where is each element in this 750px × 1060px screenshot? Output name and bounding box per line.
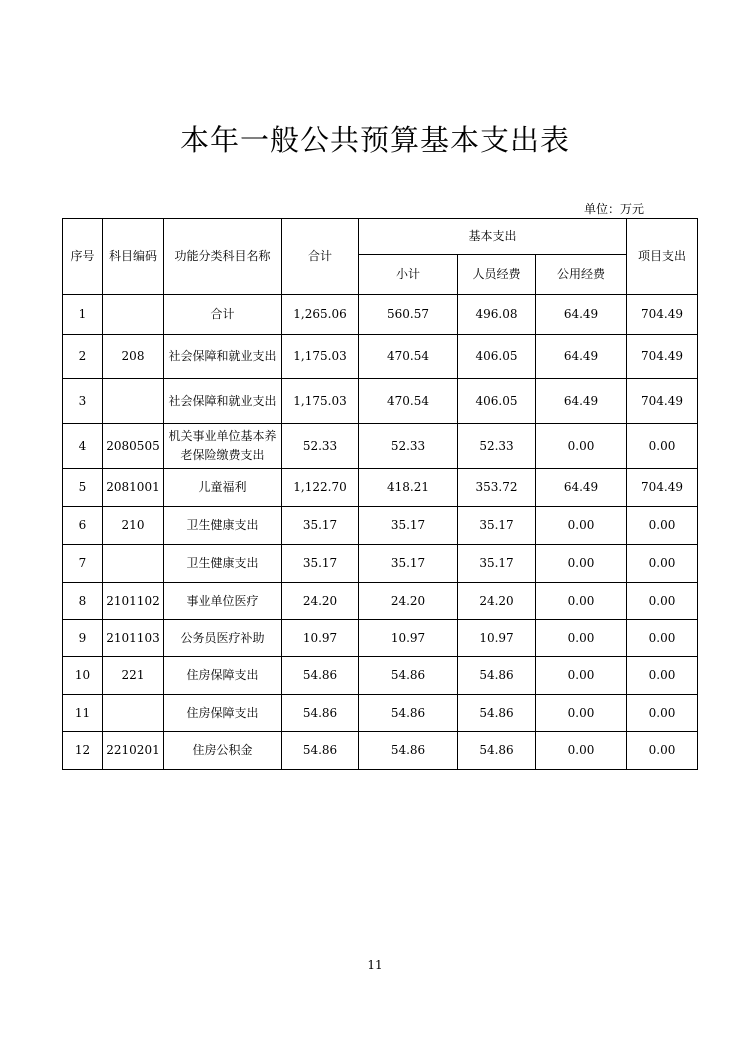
cell-name: 事业单位医疗 bbox=[164, 583, 282, 620]
cell-seq: 2 bbox=[63, 335, 103, 379]
cell-personnel: 10.97 bbox=[458, 620, 536, 657]
cell-name: 住房公积金 bbox=[164, 732, 282, 770]
cell-personnel: 24.20 bbox=[458, 583, 536, 620]
cell-subtotal: 418.21 bbox=[359, 469, 458, 507]
cell-name: 机关事业单位基本养老保险缴费支出 bbox=[164, 424, 282, 469]
table-row bbox=[63, 620, 698, 657]
cell-seq: 3 bbox=[63, 379, 103, 424]
cell-subtotal: 470.54 bbox=[359, 335, 458, 379]
cell-code bbox=[103, 695, 164, 732]
table-row bbox=[63, 657, 698, 695]
cell-public: 64.49 bbox=[536, 469, 627, 507]
cell-personnel: 35.17 bbox=[458, 545, 536, 583]
cell-public: 0.00 bbox=[536, 732, 627, 770]
cell-total: 54.86 bbox=[282, 732, 359, 770]
cell-total: 54.86 bbox=[282, 695, 359, 732]
cell-personnel: 54.86 bbox=[458, 732, 536, 770]
cell-name: 合计 bbox=[164, 295, 282, 335]
cell-code: 2101102 bbox=[103, 583, 164, 620]
cell-personnel: 54.86 bbox=[458, 657, 536, 695]
cell-project: 0.00 bbox=[627, 424, 698, 469]
cell-seq: 6 bbox=[63, 507, 103, 545]
cell-public: 64.49 bbox=[536, 379, 627, 424]
table-row bbox=[63, 295, 698, 335]
cell-total: 1,175.03 bbox=[282, 379, 359, 424]
cell-total: 24.20 bbox=[282, 583, 359, 620]
cell-total: 1,175.03 bbox=[282, 335, 359, 379]
cell-public: 0.00 bbox=[536, 424, 627, 469]
cell-project: 0.00 bbox=[627, 545, 698, 583]
cell-seq: 11 bbox=[63, 695, 103, 732]
cell-subtotal: 54.86 bbox=[359, 732, 458, 770]
table-row bbox=[63, 469, 698, 507]
cell-project: 0.00 bbox=[627, 695, 698, 732]
table-row bbox=[63, 424, 698, 469]
table-body bbox=[63, 295, 698, 770]
cell-subtotal: 35.17 bbox=[359, 507, 458, 545]
table-row bbox=[63, 732, 698, 770]
cell-project: 704.49 bbox=[627, 295, 698, 335]
cell-public: 0.00 bbox=[536, 583, 627, 620]
table-row bbox=[63, 335, 698, 379]
cell-subtotal: 52.33 bbox=[359, 424, 458, 469]
header-seq: 序号 bbox=[63, 219, 103, 295]
cell-subtotal: 10.97 bbox=[359, 620, 458, 657]
cell-seq: 12 bbox=[63, 732, 103, 770]
cell-code: 208 bbox=[103, 335, 164, 379]
cell-name: 社会保障和就业支出 bbox=[164, 379, 282, 424]
header-basic: 基本支出 bbox=[359, 219, 627, 255]
table-row bbox=[63, 695, 698, 732]
cell-subtotal: 54.86 bbox=[359, 695, 458, 732]
cell-name: 住房保障支出 bbox=[164, 695, 282, 732]
header-row-top bbox=[63, 219, 698, 255]
cell-personnel: 406.05 bbox=[458, 379, 536, 424]
cell-seq: 1 bbox=[63, 295, 103, 335]
header-code: 科目编码 bbox=[103, 219, 164, 295]
cell-name: 住房保障支出 bbox=[164, 657, 282, 695]
table-row bbox=[63, 545, 698, 583]
header-total: 合计 bbox=[282, 219, 359, 295]
cell-code bbox=[103, 545, 164, 583]
cell-name: 社会保障和就业支出 bbox=[164, 335, 282, 379]
cell-project: 0.00 bbox=[627, 732, 698, 770]
cell-seq: 10 bbox=[63, 657, 103, 695]
header-name: 功能分类科目名称 bbox=[164, 219, 282, 295]
cell-subtotal: 470.54 bbox=[359, 379, 458, 424]
header-subtotal: 小计 bbox=[359, 255, 458, 295]
cell-seq: 4 bbox=[63, 424, 103, 469]
cell-code: 2081001 bbox=[103, 469, 164, 507]
cell-total: 35.17 bbox=[282, 545, 359, 583]
table-row bbox=[63, 379, 698, 424]
cell-subtotal: 560.57 bbox=[359, 295, 458, 335]
table-row bbox=[63, 507, 698, 545]
header-personnel: 人员经费 bbox=[458, 255, 536, 295]
cell-subtotal: 24.20 bbox=[359, 583, 458, 620]
cell-subtotal: 35.17 bbox=[359, 545, 458, 583]
cell-code: 2101103 bbox=[103, 620, 164, 657]
table-row bbox=[63, 583, 698, 620]
cell-public: 0.00 bbox=[536, 545, 627, 583]
cell-project: 0.00 bbox=[627, 657, 698, 695]
cell-total: 1,122.70 bbox=[282, 469, 359, 507]
cell-code: 210 bbox=[103, 507, 164, 545]
header-public: 公用经费 bbox=[536, 255, 627, 295]
cell-seq: 7 bbox=[63, 545, 103, 583]
cell-public: 0.00 bbox=[536, 695, 627, 732]
unit-label: 单位：万元 bbox=[584, 202, 645, 216]
cell-total: 10.97 bbox=[282, 620, 359, 657]
cell-total: 52.33 bbox=[282, 424, 359, 469]
header-project: 项目支出 bbox=[627, 219, 698, 295]
cell-code: 2210201 bbox=[103, 732, 164, 770]
page-number: 11 bbox=[367, 958, 383, 972]
cell-name: 卫生健康支出 bbox=[164, 545, 282, 583]
cell-personnel: 35.17 bbox=[458, 507, 536, 545]
cell-public: 64.49 bbox=[536, 295, 627, 335]
page-title: 本年一般公共预算基本支出表 bbox=[179, 123, 570, 157]
cell-project: 704.49 bbox=[627, 335, 698, 379]
cell-code: 2080505 bbox=[103, 424, 164, 469]
cell-seq: 5 bbox=[63, 469, 103, 507]
cell-project: 704.49 bbox=[627, 469, 698, 507]
cell-public: 0.00 bbox=[536, 657, 627, 695]
cell-personnel: 54.86 bbox=[458, 695, 536, 732]
cell-subtotal: 54.86 bbox=[359, 657, 458, 695]
cell-seq: 8 bbox=[63, 583, 103, 620]
cell-name: 儿童福利 bbox=[164, 469, 282, 507]
cell-personnel: 406.05 bbox=[458, 335, 536, 379]
cell-project: 704.49 bbox=[627, 379, 698, 424]
cell-project: 0.00 bbox=[627, 507, 698, 545]
budget-table bbox=[62, 218, 698, 770]
cell-project: 0.00 bbox=[627, 583, 698, 620]
cell-total: 35.17 bbox=[282, 507, 359, 545]
cell-personnel: 353.72 bbox=[458, 469, 536, 507]
cell-code bbox=[103, 295, 164, 335]
cell-total: 54.86 bbox=[282, 657, 359, 695]
cell-code: 221 bbox=[103, 657, 164, 695]
cell-seq: 9 bbox=[63, 620, 103, 657]
cell-total: 1,265.06 bbox=[282, 295, 359, 335]
cell-public: 0.00 bbox=[536, 620, 627, 657]
cell-code bbox=[103, 379, 164, 424]
cell-name: 公务员医疗补助 bbox=[164, 620, 282, 657]
cell-personnel: 52.33 bbox=[458, 424, 536, 469]
cell-public: 64.49 bbox=[536, 335, 627, 379]
cell-public: 0.00 bbox=[536, 507, 627, 545]
cell-personnel: 496.08 bbox=[458, 295, 536, 335]
cell-name: 卫生健康支出 bbox=[164, 507, 282, 545]
cell-project: 0.00 bbox=[627, 620, 698, 657]
